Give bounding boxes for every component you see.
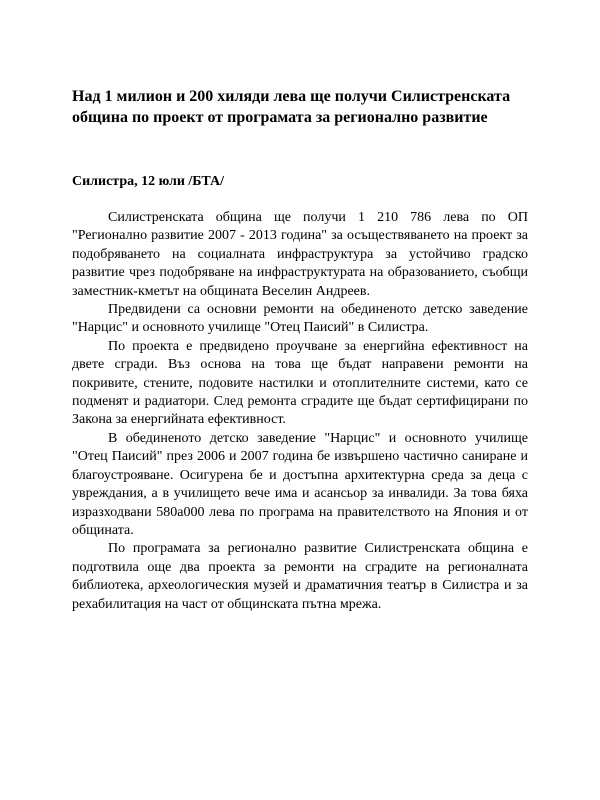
paragraph: Силистренската община ще получи 1 210 786 лева по ОП "Регионално развитие 2007 - 2013 година" за осъществяването на проект за подобряването на социалната инфраструктура за устойчиво градско развитие чрез подобряване на инфраструктурата на образованието, съобщи заместник-кметът на общината Веселин Андреев. xyxy=(72,210,528,299)
article-body xyxy=(72,209,528,614)
article-title: Над 1 милион и 200 хиляди лева ще получи Силистренската община по проект от програмата за регионално развитие xyxy=(72,88,511,126)
document-page xyxy=(72,86,528,614)
paragraph: По програмата за регионално развитие Силистренската община е подготвила още два проекта за ремонти на сградите на регионалната библиотека, археологическия музей и драматичния театър в Силистра и за рехабилитация на част от общинската пътна мрежа. xyxy=(72,541,528,612)
paragraph: По проекта е предвидено проучване за енергийна ефективност на двете сгради. Въз основа на това ще бъдат направени ремонти на покривите, стените, подовите настилки и отоплителните системи, като се подменят и радиатори. След ремонта сградите ще бъдат сертифицирани по Закона за енергийната ефективност. xyxy=(72,338,528,428)
paragraph: Предвидени са основни ремонти на обединеното детско заведение "Нарцис" и основното училище "Отец Паисий" в Силистра. xyxy=(72,302,528,336)
dateline: Силистра, 12 юли /БТА/ xyxy=(72,174,225,189)
paragraph: В обединеното детско заведение "Нарцис" и основното училище "Отец Паисий" през 2006 и 2007 година бе извършено частично саниране и благоустрояване. Осигурена бе и достъпна архитектурна среда за деца с увреждания, а в училището вече има и асансьор за инвалиди. За това бяха изразходвани 580а000 лева по програма на правителството на Япония и от общината. xyxy=(72,430,528,538)
